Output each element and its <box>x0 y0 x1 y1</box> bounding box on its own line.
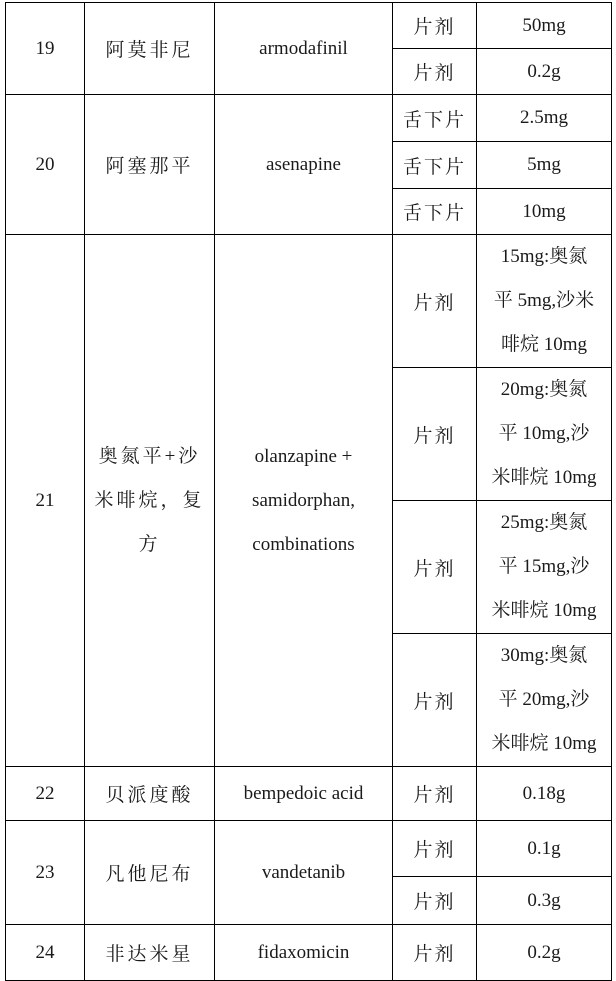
strength-line: 平 5mg,沙米 <box>493 290 595 311</box>
drug-name-cn: 凡他尼布 <box>85 821 215 925</box>
strength <box>477 501 612 634</box>
dosage-form: 片剂 <box>393 634 477 767</box>
strength-line: 20mg:奥氮 <box>500 379 588 400</box>
strength: 50mg <box>477 3 612 49</box>
row-number: 20 <box>6 95 85 235</box>
row-number: 21 <box>6 235 85 767</box>
row-number: 23 <box>6 821 85 925</box>
strength: 0.1g <box>477 821 612 877</box>
table-row <box>6 925 612 981</box>
drug-name-en: asenapine <box>215 95 393 235</box>
drug-name-en: fidaxomicin <box>215 925 393 981</box>
dosage-form: 舌下片 <box>393 189 477 235</box>
drug-name-cn-line: 米啡烷，复 <box>94 489 205 511</box>
drug-name-en-line: combinations <box>252 533 355 555</box>
strength-line: 平 10mg,沙 <box>498 423 590 444</box>
strength: 5mg <box>477 142 612 189</box>
dosage-form: 片剂 <box>393 49 477 95</box>
drug-name-en <box>215 235 393 767</box>
strength-line: 25mg:奥氮 <box>500 512 588 533</box>
dosage-form: 片剂 <box>393 767 477 821</box>
table-row <box>6 235 612 368</box>
dosage-form: 舌下片 <box>393 142 477 189</box>
dosage-form: 舌下片 <box>393 95 477 142</box>
strength: 0.2g <box>477 49 612 95</box>
drug-name-cn: 阿莫非尼 <box>85 3 215 95</box>
dosage-form: 片剂 <box>393 821 477 877</box>
drug-name-en-line: olanzapine + <box>254 445 353 467</box>
strength: 2.5mg <box>477 95 612 142</box>
row-number: 22 <box>6 767 85 821</box>
drug-name-cn: 贝派度酸 <box>85 767 215 821</box>
strength: 10mg <box>477 189 612 235</box>
strength-line: 15mg:奥氮 <box>500 246 588 267</box>
strength-line: 米啡烷 10mg <box>491 733 597 754</box>
drug-name-cn-line: 奥氮平+沙 <box>98 445 201 467</box>
dosage-form: 片剂 <box>393 877 477 925</box>
drug-name-cn-line: 方 <box>138 533 161 555</box>
strength: 0.3g <box>477 877 612 925</box>
dosage-form: 片剂 <box>393 925 477 981</box>
drug-name-en: armodafinil <box>215 3 393 95</box>
drug-name-cn: 阿塞那平 <box>85 95 215 235</box>
dosage-form: 片剂 <box>393 368 477 501</box>
strength: 0.18g <box>477 767 612 821</box>
table-row <box>6 3 612 49</box>
table-row <box>6 821 612 877</box>
strength-line: 啡烷 10mg <box>500 334 588 355</box>
drug-name-cn: 非达米星 <box>85 925 215 981</box>
drug-name-en: bempedoic acid <box>215 767 393 821</box>
table-row <box>6 95 612 142</box>
strength <box>477 368 612 501</box>
strength: 0.2g <box>477 925 612 981</box>
table-row <box>6 767 612 821</box>
strength <box>477 634 612 767</box>
dosage-form: 片剂 <box>393 3 477 49</box>
drug-name-cn <box>85 235 215 767</box>
strength-line: 米啡烷 10mg <box>491 600 597 621</box>
drug-table <box>5 2 612 981</box>
strength-line: 米啡烷 10mg <box>491 467 597 488</box>
row-number: 24 <box>6 925 85 981</box>
drug-name-en-line: samidorphan, <box>252 489 355 511</box>
strength-line: 30mg:奥氮 <box>500 645 588 666</box>
drug-name-en: vandetanib <box>215 821 393 925</box>
drug-table-container <box>5 2 612 981</box>
strength-line: 平 20mg,沙 <box>498 689 590 710</box>
strength <box>477 235 612 368</box>
dosage-form: 片剂 <box>393 501 477 634</box>
dosage-form: 片剂 <box>393 235 477 368</box>
strength-line: 平 15mg,沙 <box>498 556 590 577</box>
row-number: 19 <box>6 3 85 95</box>
